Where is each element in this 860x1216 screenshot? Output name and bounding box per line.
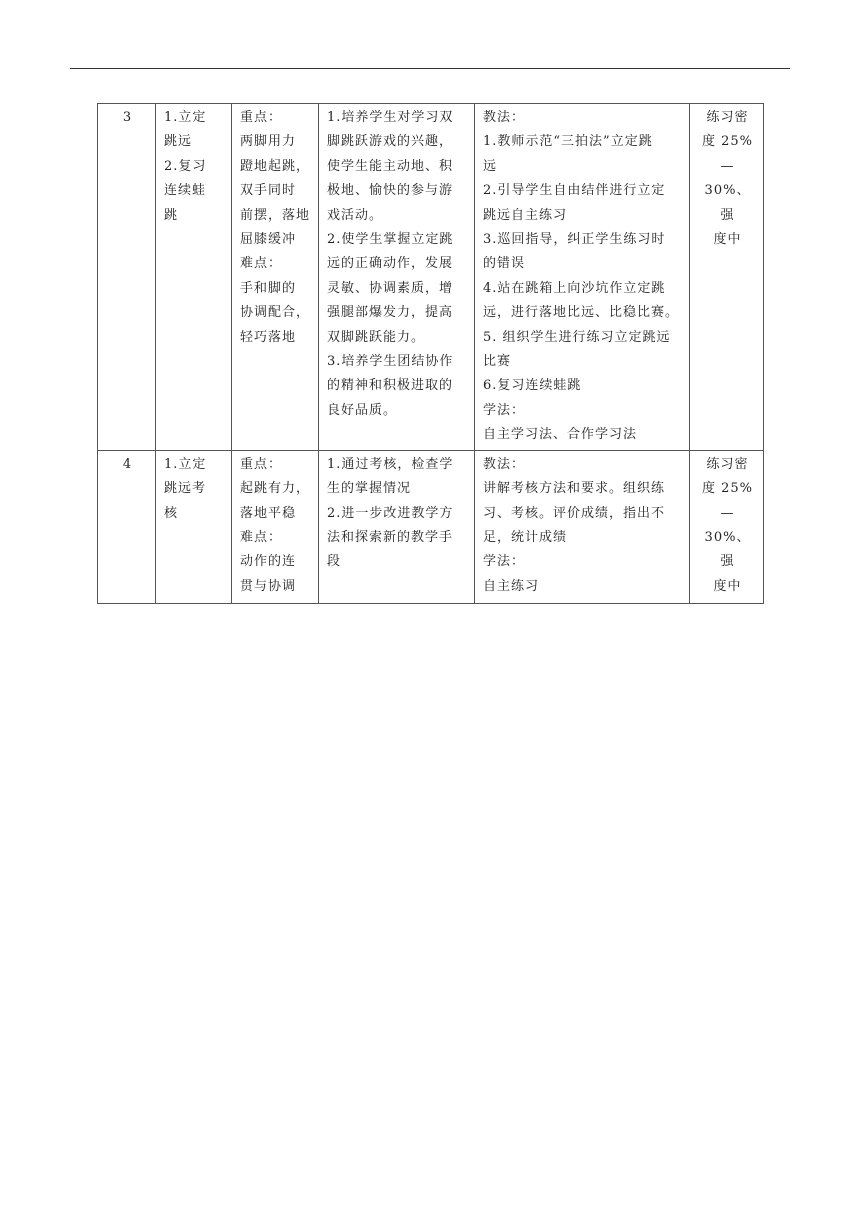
content-line: 跳远考	[164, 481, 207, 497]
objective-line: 2.进一步改进教学方	[327, 505, 454, 521]
method-line: 自主学习法、合作学习法	[483, 427, 638, 443]
content-line: 核	[164, 505, 179, 521]
keypoint-line: 前摆，落地	[240, 207, 311, 223]
intensity-cell	[690, 104, 764, 451]
objective-line: 脚跳跃游戏的兴趣，	[327, 134, 454, 150]
content-cell	[156, 104, 232, 451]
method-line: 讲解考核方法和要求。组织练	[483, 481, 666, 497]
keypoint-line: 动作的连	[240, 554, 297, 570]
keypoint-line: 重点：	[240, 456, 283, 472]
keypoint-line: 落地平稳	[240, 505, 297, 521]
objective-line: 戏活动。	[327, 207, 384, 223]
objective-line: 生的掌握情况	[327, 481, 412, 497]
method-line: 5. 组织学生进行练习立定跳远	[483, 329, 671, 345]
method-line: 3.巡回指导，纠正学生练习时	[483, 232, 666, 248]
intensity-line: 练习密	[706, 456, 749, 472]
objective-line: 1.通过考核，检查学	[327, 456, 454, 472]
lesson-number-cell	[98, 104, 156, 451]
content-line: 跳	[164, 207, 179, 223]
objectives-cell	[319, 450, 475, 603]
lesson-number: 4	[122, 456, 133, 472]
keypoint-line: 轻巧落地	[240, 329, 297, 345]
keypoint-line: 起跳有力，	[240, 481, 311, 497]
objectives-cell	[319, 104, 475, 451]
method-line: 教法：	[483, 456, 526, 472]
intensity-line: 练习密	[706, 110, 749, 125]
content-line: 2.复习	[164, 158, 207, 174]
header-rule	[70, 68, 790, 69]
keypoint-line: 贯与协调	[240, 578, 297, 594]
objective-line: 2.使学生掌握立定跳	[327, 232, 454, 248]
objective-line: 远的正确动作，发展	[327, 256, 454, 272]
objective-line: 使学生能主动地、积	[327, 158, 454, 174]
intensity-line: 度中	[713, 578, 742, 594]
lesson-plan-table	[97, 103, 764, 604]
intensity-line: 度 25%—	[701, 481, 754, 521]
content-cell	[156, 450, 232, 603]
objective-line: 3.培养学生团结协作	[327, 354, 454, 370]
methods-cell	[475, 450, 690, 603]
method-line: 6.复习连续蛙跳	[483, 378, 582, 394]
method-line: 足，统计成绩	[483, 529, 568, 545]
objective-line: 双脚跳跃能力。	[327, 329, 426, 345]
content-line: 跳远	[164, 134, 193, 150]
lesson-number-cell	[98, 450, 156, 603]
keypoint-line: 两脚用力	[240, 134, 297, 150]
keypoint-line: 重点：	[240, 110, 283, 125]
keypoint-line: 屈膝缓冲	[240, 232, 297, 248]
method-line: 学法：	[483, 402, 526, 418]
objective-line: 灵敏、协调素质，增	[327, 280, 454, 296]
objective-line: 的精神和积极进取的	[327, 378, 454, 394]
objective-line: 法和探索新的教学手	[327, 529, 454, 545]
table-row	[98, 104, 764, 451]
keypoint-line: 蹬地起跳，	[240, 158, 311, 174]
method-line: 1.教师示范“三拍法”立定跳	[483, 134, 653, 150]
keypoint-line: 难点：	[240, 529, 283, 545]
keypoint-line: 协调配合，	[240, 305, 311, 321]
lesson-number: 3	[122, 110, 133, 125]
method-line: 4.站在跳箱上向沙坑作立定跳	[483, 280, 666, 296]
intensity-line: 30%、强	[704, 183, 751, 223]
keypoints-cell	[232, 450, 319, 603]
keypoint-line: 手和脚的	[240, 280, 297, 296]
content-line: 1.立定	[164, 456, 207, 472]
intensity-cell	[690, 450, 764, 603]
objective-line: 强腿部爆发力，提高	[327, 305, 454, 321]
keypoint-line: 双手同时	[240, 183, 297, 199]
method-line: 远，进行落地比远、比稳比赛。	[483, 305, 680, 321]
objective-line: 1.培养学生对学习双	[327, 110, 454, 125]
method-line: 习、考核。评价成绩，指出不	[483, 505, 666, 521]
objective-line: 极地、愉快的参与游	[327, 183, 454, 199]
method-line: 远	[483, 158, 498, 174]
method-line: 的错误	[483, 256, 526, 272]
method-line: 自主练习	[483, 578, 540, 594]
keypoints-cell	[232, 104, 319, 451]
intensity-line: 度中	[713, 232, 742, 248]
intensity-line: 度 25%—	[701, 134, 754, 174]
methods-cell	[475, 104, 690, 451]
method-line: 比赛	[483, 354, 512, 370]
keypoint-line: 难点：	[240, 256, 283, 272]
objective-line: 段	[327, 554, 342, 570]
objective-line: 良好品质。	[327, 402, 398, 418]
method-line: 学法：	[483, 554, 526, 570]
content-line: 连续蛙	[164, 183, 207, 199]
table-row	[98, 450, 764, 603]
method-line: 跳远自主练习	[483, 207, 568, 223]
method-line: 2.引导学生自由结伴进行立定	[483, 183, 666, 199]
intensity-line: 30%、强	[704, 529, 751, 570]
method-line: 教法：	[483, 110, 526, 125]
content-line: 1.立定	[164, 110, 207, 125]
